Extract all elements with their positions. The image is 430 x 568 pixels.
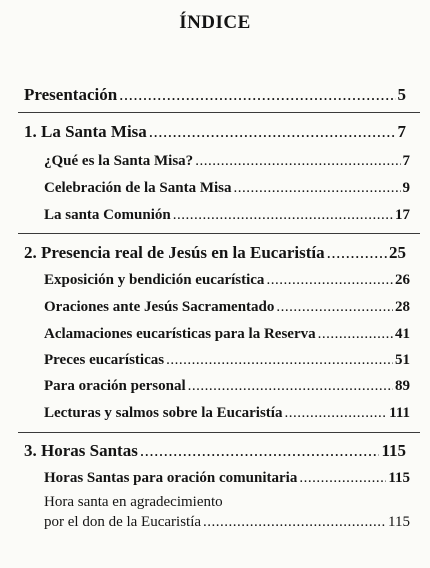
toc-page-number: 41: [395, 326, 410, 342]
dot-leader: [318, 326, 393, 343]
toc-page-number: 17: [395, 207, 410, 223]
dot-leader: [140, 441, 380, 461]
toc-page-number: 111: [389, 405, 410, 421]
toc-entry-label: Exposición y bendición eucarística: [44, 272, 265, 288]
section-divider: [18, 233, 420, 234]
section-divider: [18, 432, 420, 433]
toc-page-number: 9: [402, 180, 410, 196]
toc-entry-label: Oraciones ante Jesús Sacramentado: [44, 299, 275, 315]
toc-page-number: 115: [388, 514, 410, 530]
toc-entry-hora-santa-line2[interactable]: [44, 514, 410, 531]
toc-entry-presentacion[interactable]: [24, 85, 406, 105]
toc-page-number: 26: [395, 272, 410, 288]
toc-entry-section-3[interactable]: [24, 441, 406, 461]
toc-page-number: 89: [395, 378, 410, 394]
toc-entry-label: 2. Presencia real de Jesús en la Eucaristía: [24, 243, 325, 262]
toc-entry-label: Presentación: [24, 85, 118, 104]
toc-entry-que-es-la-santa-misa[interactable]: [44, 153, 410, 170]
toc-entry-label: Lecturas y salmos sobre la Eucaristía: [44, 405, 283, 421]
toc-entry-aclamaciones[interactable]: [44, 326, 410, 343]
dot-leader: [119, 85, 395, 105]
section-divider: [18, 112, 420, 113]
toc-page-number: 7: [397, 122, 406, 141]
dot-leader: [166, 352, 393, 369]
dot-leader: [299, 470, 386, 487]
toc-page-number: 5: [397, 85, 406, 104]
dot-leader: [327, 243, 387, 263]
toc-entry-label: por el don de la Eucaristía: [44, 514, 202, 530]
toc-entry-oraciones[interactable]: [44, 299, 410, 316]
page-title: ÍNDICE: [179, 12, 251, 33]
toc-entry-exposicion[interactable]: [44, 272, 410, 289]
dot-leader: [234, 180, 401, 197]
toc-entry-label: 3. Horas Santas: [24, 441, 138, 460]
toc-entry-label: ¿Qué es la Santa Misa?: [44, 153, 194, 169]
toc-page-number: 7: [402, 153, 410, 169]
toc-entry-label: 1. La Santa Misa: [24, 122, 147, 141]
toc-page-number: 115: [381, 441, 406, 460]
dot-leader: [266, 272, 393, 289]
dot-leader: [195, 153, 400, 170]
toc-entry-label: Aclamaciones eucarísticas para la Reserva: [44, 326, 316, 342]
dot-leader: [284, 405, 387, 422]
toc-entry-lecturas-salmos[interactable]: [44, 405, 410, 422]
toc-entry-section-1[interactable]: [24, 122, 406, 142]
toc-entry-label: La santa Comunión: [44, 207, 171, 223]
dot-leader: [203, 514, 386, 531]
dot-leader: [149, 122, 396, 142]
toc-entry-label: Celebración de la Santa Misa: [44, 180, 232, 196]
toc-entry-hora-santa-line1[interactable]: Hora santa en agradecimiento: [44, 494, 223, 510]
toc-entry-label: Preces eucarísticas: [44, 352, 165, 368]
toc-page-number: 51: [395, 352, 410, 368]
toc-entry-oracion-personal[interactable]: [44, 378, 410, 395]
toc-entry-preces[interactable]: [44, 352, 410, 369]
toc-entry-santa-comunion[interactable]: [44, 207, 410, 224]
toc-page-number: 28: [395, 299, 410, 315]
toc-entry-label: Para oración personal: [44, 378, 186, 394]
dot-leader: [188, 378, 393, 395]
toc-entry-celebracion[interactable]: [44, 180, 410, 197]
dot-leader: [173, 207, 393, 224]
dot-leader: [276, 299, 393, 316]
toc-page-number: 25: [389, 243, 406, 262]
toc-entry-section-2[interactable]: [24, 243, 406, 263]
toc-page-number: 115: [388, 470, 410, 486]
toc-entry-horas-comunitaria[interactable]: [44, 470, 410, 487]
toc-entry-label: Horas Santas para oración comunitaria: [44, 470, 298, 486]
